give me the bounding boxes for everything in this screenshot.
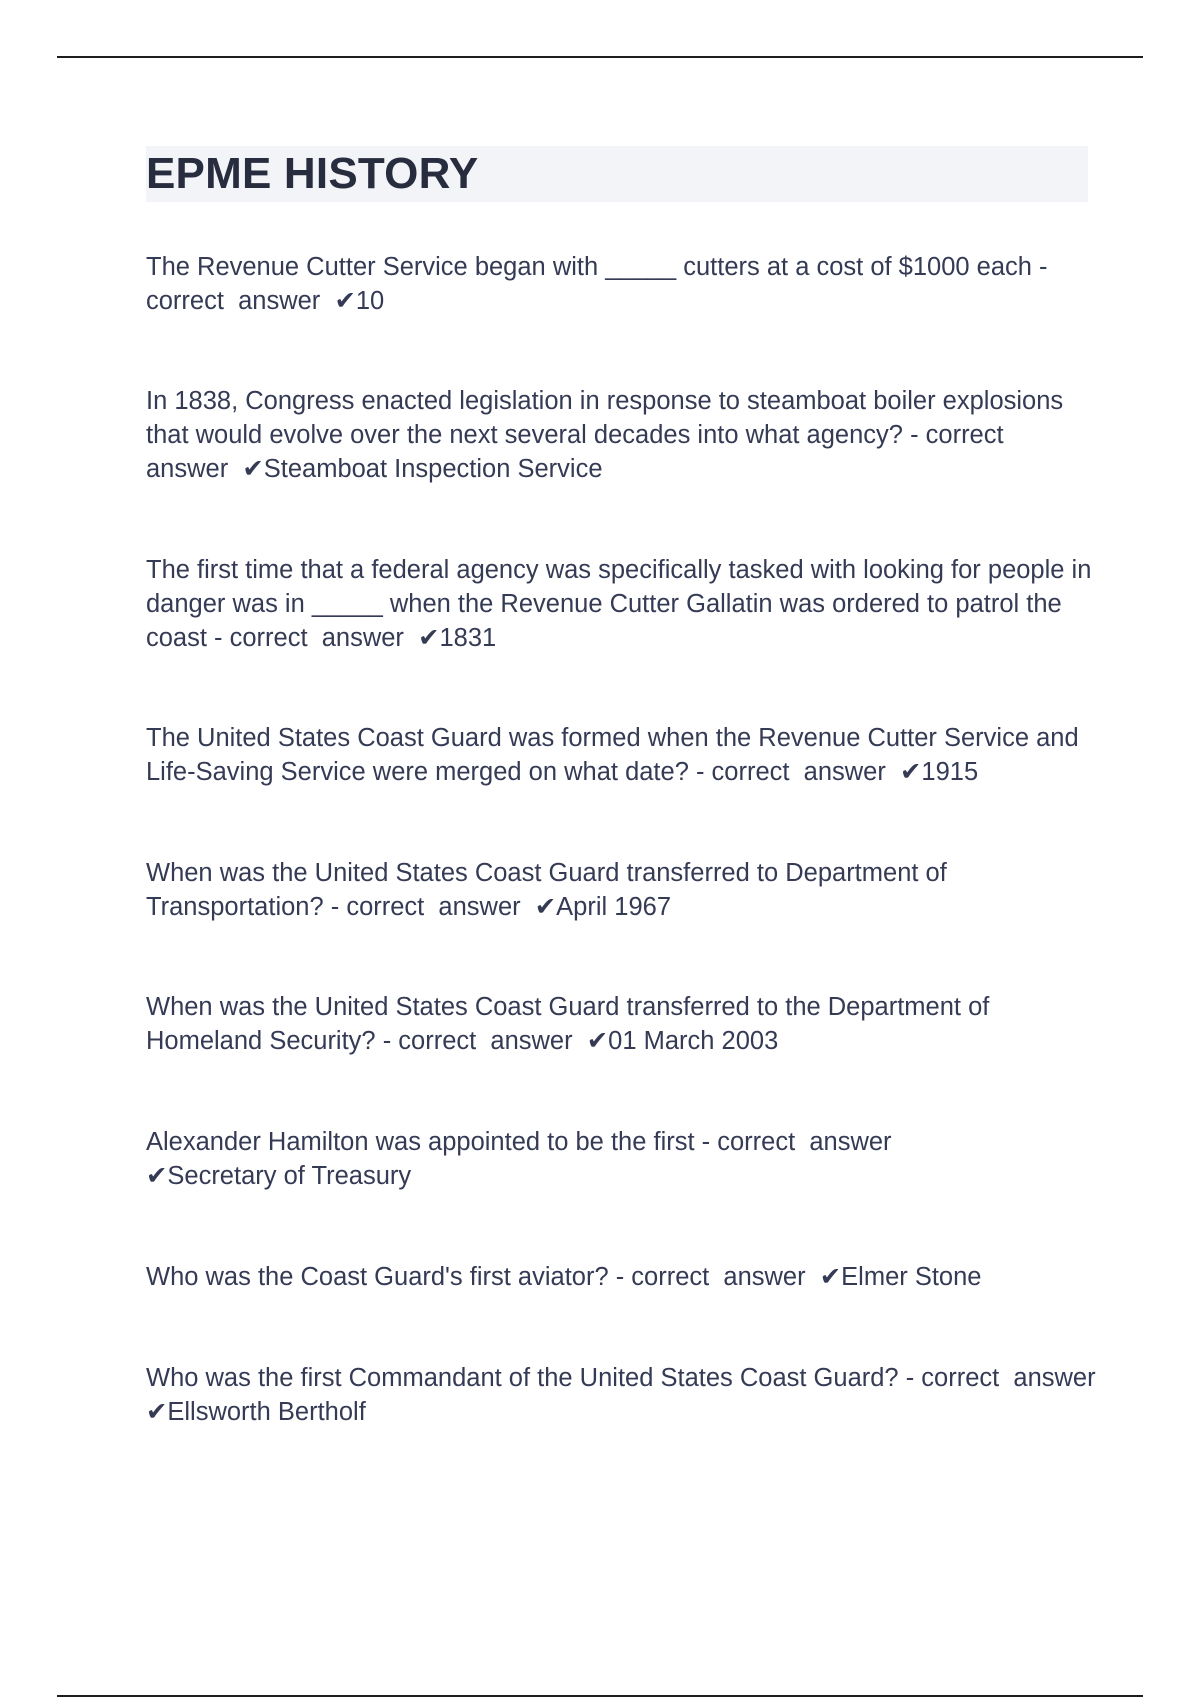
qa-item-1 bbox=[146, 250, 1096, 318]
question-text: The Revenue Cutter Service began with _____ cutters at a cost of $1000 each bbox=[146, 253, 1032, 281]
answer-text: 01 March 2003 bbox=[608, 1027, 779, 1055]
answer-text: 1915 bbox=[921, 758, 979, 786]
answer-text: 10 bbox=[355, 287, 385, 315]
answer-separator: - correct answer bbox=[146, 253, 1055, 315]
question-text: The United States Coast Guard was formed when the Revenue Cutter Service and Life-Saving Service were merged on what date? bbox=[146, 724, 1079, 786]
bottom-rule bbox=[57, 1695, 1143, 1697]
question-text: Alexander Hamilton was appointed to be the first bbox=[146, 1128, 695, 1156]
check-icon: ✔ bbox=[534, 893, 557, 921]
check-icon: ✔ bbox=[146, 1162, 168, 1190]
answer-separator: - correct answer bbox=[206, 624, 419, 652]
answer-text: Ellsworth Bertholf bbox=[167, 1398, 366, 1426]
answer-separator: - correct answer bbox=[375, 1027, 587, 1055]
check-icon: ✔ bbox=[900, 758, 922, 786]
answer-separator: - correct answer bbox=[146, 421, 1018, 483]
check-icon: ✔ bbox=[146, 1398, 168, 1426]
answer-separator: - correct answer bbox=[608, 1263, 820, 1291]
question-text: When was the United States Coast Guard transferred to the Department of Homeland Security? bbox=[146, 993, 990, 1055]
check-icon: ✔ bbox=[242, 455, 264, 483]
question-text: Who was the first Commandant of the United States Coast Guard? bbox=[146, 1364, 899, 1392]
question-text: When was the United States Coast Guard transferred to Department of Transportation? bbox=[146, 859, 947, 921]
question-text: The first time that a federal agency was specifically tasked with looking for people in danger was in _____ when the Revenue Cutter Gallatin was ordered to patrol the coast bbox=[146, 556, 1092, 652]
top-rule bbox=[57, 56, 1143, 58]
question-text: Who was the Coast Guard's first aviator? bbox=[146, 1263, 609, 1291]
qa-item-3 bbox=[146, 553, 1096, 655]
answer-text: April 1967 bbox=[556, 893, 671, 921]
answer-separator: - correct answer bbox=[898, 1364, 1110, 1392]
document-title: EPME HISTORY bbox=[146, 149, 479, 198]
qa-item-2 bbox=[146, 384, 1096, 486]
answer-text: Secretary of Treasury bbox=[167, 1162, 412, 1190]
check-icon: ✔ bbox=[418, 624, 440, 652]
check-icon: ✔ bbox=[586, 1027, 609, 1055]
answer-separator: - correct answer bbox=[694, 1128, 906, 1156]
answer-separator: - correct answer bbox=[323, 893, 535, 921]
qa-item-6 bbox=[146, 990, 1096, 1058]
answer-text: Steamboat Inspection Service bbox=[263, 455, 603, 483]
question-text: In 1838, Congress enacted legislation in response to steamboat boiler explosions that would evolve over the next several decades into what agency? bbox=[146, 387, 1064, 449]
qa-item-4 bbox=[146, 721, 1096, 789]
answer-text: Elmer Stone bbox=[841, 1263, 982, 1291]
answer-separator: - correct answer bbox=[688, 758, 901, 786]
qa-item-9 bbox=[146, 1361, 1110, 1429]
qa-item-8 bbox=[146, 1260, 1096, 1294]
answer-text: 1831 bbox=[439, 624, 497, 652]
qa-item-5 bbox=[146, 856, 1096, 924]
qa-item-7 bbox=[146, 1125, 1096, 1193]
check-icon: ✔ bbox=[819, 1263, 842, 1291]
check-icon: ✔ bbox=[334, 287, 356, 315]
